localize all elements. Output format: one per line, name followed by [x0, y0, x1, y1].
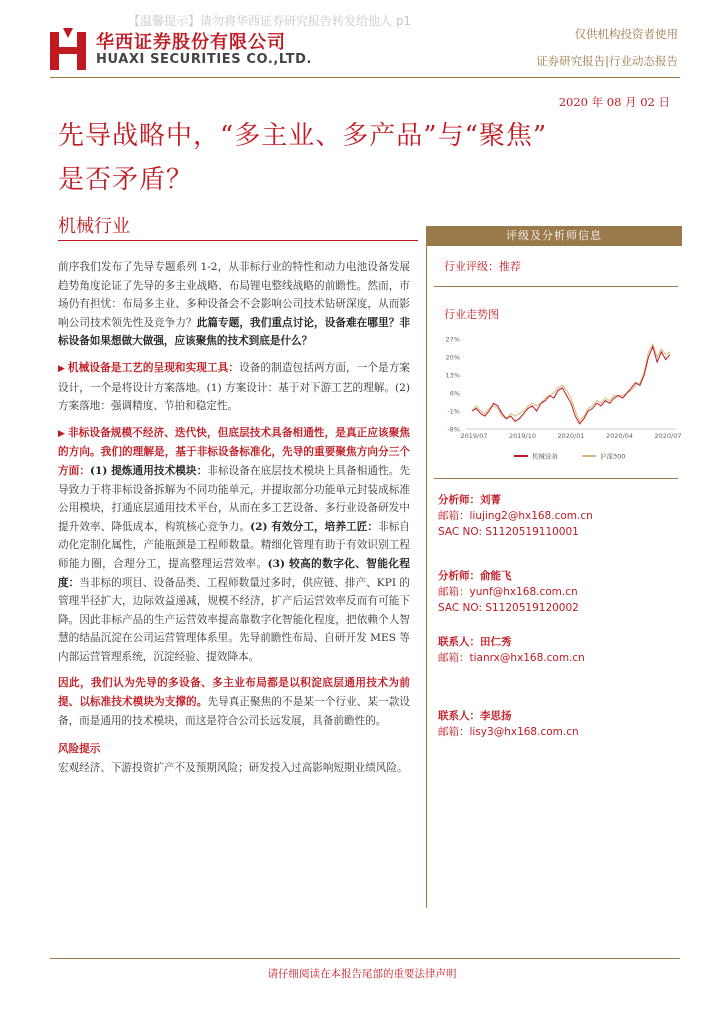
bullet-2-point-3-heading: (3) 较高的数字化、智能化程度： — [58, 557, 410, 589]
bullet-triangle-icon: ▶ — [58, 428, 66, 439]
email-label: 邮箱： — [438, 586, 470, 598]
legend-label: 机械设备 — [532, 452, 558, 461]
company-name-en: HUAXI SECURITIES CO.,LTD. — [96, 52, 313, 67]
conclusion-heading: 因此，我们认为先导的多设备、多主业布局都是以积淀底层通用技术为前提、以标准技术模块为支撑的。 — [58, 677, 410, 709]
trend-chart — [426, 326, 682, 466]
company-name-cn: 华西证券股份有限公司 — [96, 32, 286, 53]
intro-text: 前序我们发布了先导专题系列 1-2，从非标行业的特性和动力电池设备发展趋势角度论证了先导的多主业战略、布局锂电整线战略的前瞻性。然而，市场仍有担忧：布局多主业、多种设备会不会影响公司技术钻研深度，从而影响公司技术领先性及竞争力？ — [58, 261, 410, 329]
analyst-email[interactable]: liujing2@hx168.com.cn — [469, 510, 593, 522]
company-logo-icon — [50, 28, 86, 70]
contact-email[interactable]: tianrx@hx168.com.cn — [469, 652, 585, 664]
y-tick-label: 27% — [445, 335, 460, 344]
header-divider — [50, 77, 680, 78]
series-line — [472, 344, 670, 421]
y-tick-label: -8% — [447, 425, 460, 434]
contact-name: 联系人：李思扬 — [438, 710, 512, 722]
x-tick-label: 2019/10 — [508, 432, 537, 440]
y-tick-label: 13% — [445, 371, 460, 380]
conclusion-paragraph — [58, 674, 410, 730]
analyst-name: 分析师：俞能飞 — [438, 570, 512, 582]
y-tick-label: 20% — [445, 353, 460, 362]
title-line-1: 先导战略中，“多主业、多产品”与“聚焦” — [58, 121, 548, 151]
analyst-card — [438, 492, 593, 540]
analyst-sac-number: SAC NO: S1120519120002 — [438, 602, 579, 614]
x-tick-label: 2019/07 — [460, 432, 488, 440]
email-label: 邮箱： — [438, 510, 470, 522]
bullet-2-point-2-text: 非标自动化定制化属性，产能瓶颈是工程师数量。精细化管理有助于有效识别工程师能力圈，合理分工，提高整理运营效率。 — [58, 520, 411, 570]
analyst-card — [438, 568, 579, 616]
x-tick-label: 2020/07 — [654, 432, 682, 440]
bullet-2-point-3-text: 当非标的项目、设备品类、工程师数量过多时，供应链、排产、KPI 的管理半径扩大，边际效益递减，规模不经济，扩产后运营效率反而有可能下降。因此非标产品的生产运营效率提高靠数字化智能化程度，把依赖个人智慧的结晶沉淀在公司运营管理体系里。先导前瞻性布局、自研开发 MES 等内部运营管理系统，沉淀经验、提效降本。 — [58, 576, 411, 663]
y-tick-label: -1% — [447, 407, 460, 416]
footer-divider — [50, 958, 680, 959]
conclusion-text: 先导真正聚焦的不是某一个行业、某一款设备，而是通用的技术模块，而这是符合公司长远发展，具备前瞻性的。 — [58, 696, 411, 727]
contact-name: 联系人：田仁秀 — [438, 636, 512, 648]
watermark-text: 【温馨提示】请勿将华西证券研究报告转发给他人 p1 — [128, 14, 412, 28]
intro-bold-text: 此篇专题，我们重点讨论，设备难在哪里？非标设备如果想做大做强，应该聚焦的技术到底是什么？ — [58, 316, 411, 348]
analyst-email[interactable]: yunf@hx168.com.cn — [469, 586, 578, 598]
email-label: 邮箱： — [438, 726, 470, 738]
bullet-paragraph-1 — [58, 359, 410, 416]
report-type: 证券研究报告|行业动态报告 — [536, 54, 678, 68]
x-tick-label: 2020/04 — [605, 432, 634, 440]
email-label: 邮箱： — [438, 652, 470, 664]
contact-card — [438, 708, 579, 740]
analyst-name: 分析师：刘菁 — [438, 494, 501, 506]
panel-divider — [434, 286, 678, 287]
industry-label: 机械行业 — [58, 216, 130, 237]
x-tick-label: 2020/01 — [557, 432, 585, 440]
report-date: 2020 年 08 月 02 日 — [558, 95, 670, 109]
chart-legend — [514, 452, 625, 461]
bullet-2-point-1-heading: (1) 提炼通用技术模块： — [90, 464, 208, 477]
bullet-triangle-icon: ▶ — [58, 363, 66, 374]
risk-text: 宏观经济、下游投资扩产不及预期风险；研发投入过高影响短期业绩风险。 — [58, 761, 408, 774]
industry-rating: 行业评级：推荐 — [444, 260, 521, 273]
y-axis-ticks — [446, 336, 460, 434]
trend-chart-title: 行业走势图 — [444, 308, 499, 321]
audience-note: 仅供机构投资者使用 — [574, 27, 678, 41]
footer-disclaimer: 请仔细阅读在本报告尾部的重要法律声明 — [267, 968, 457, 980]
page-title — [58, 114, 698, 202]
report-body — [58, 258, 410, 777]
series-lines — [472, 344, 670, 424]
panel-divider — [434, 478, 678, 479]
contact-email[interactable]: lisy3@hx168.com.cn — [469, 726, 579, 738]
bullet-1-text: 设备的制造包括两方面，一个是方案设计，一个是将设计方案落地。(1) 方案设计：基于对下游工艺的理解。(2) 方案落地：强调精度、节拍和稳定性。 — [58, 361, 411, 413]
bullet-paragraph-2 — [58, 424, 410, 667]
title-line-2: 是否矛盾？ — [58, 165, 194, 195]
industry-divider — [58, 240, 418, 241]
contact-card — [438, 634, 585, 666]
bullet-2-point-1-text: 非标设备在底层技术模块上具备相通性。先导致力于将非标设备拆解为不同功能单元，并提取部分功能单元封装成标准公用模块，打通底层通用技术平台，从而在多工艺设备、多行业设备研发中提升效率、降低成本，构筑核心竞争力。 — [58, 464, 410, 533]
bullet-1-heading: 机械设备是工艺的呈现和实现工具： — [68, 361, 240, 374]
bullet-2-point-2-heading: (2) 有效分工，培养工匠： — [250, 520, 379, 533]
panel-header: 评级及分析师信息 — [426, 226, 682, 246]
rating-analyst-panel — [426, 226, 682, 908]
bullet-2-heading: 非标设备规模不经济、迭代快，但底层技术具备相通性，是真正应该聚焦的方向。我们的理解是，基于非标设备标准化，先导的重要聚焦方向分三个方面： — [58, 426, 411, 477]
legend-label: 沪深300 — [600, 452, 626, 461]
intro-paragraph — [58, 258, 410, 351]
y-tick-label: 6% — [449, 389, 460, 398]
series-line — [472, 347, 670, 424]
risk-title: 风险提示 — [58, 743, 101, 756]
analyst-sac-number: SAC NO: S1120519110001 — [438, 526, 579, 538]
x-axis-ticks — [460, 432, 681, 440]
